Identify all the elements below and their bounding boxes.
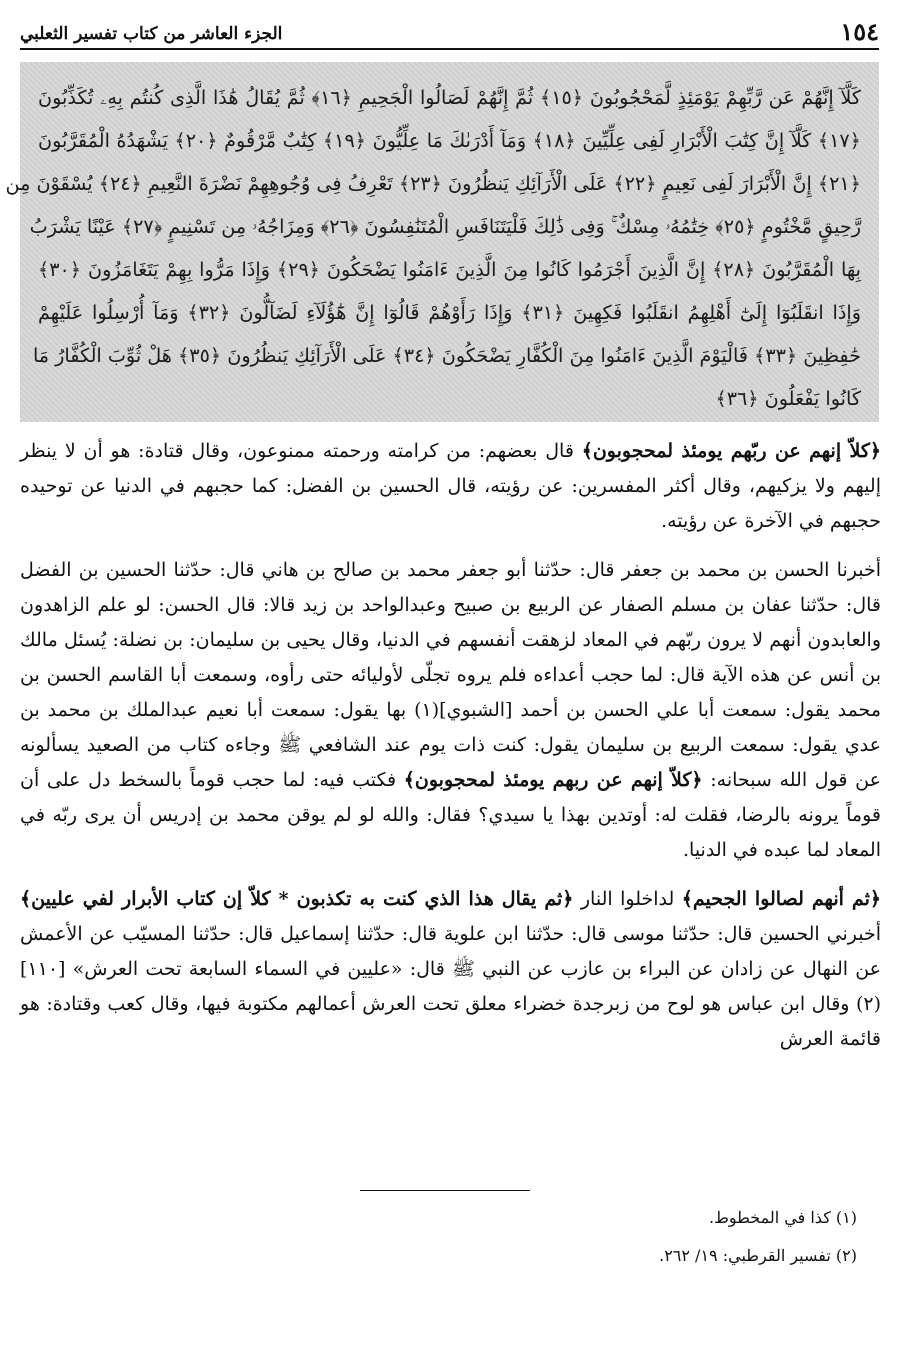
page-header — [20, 14, 879, 50]
quran-line: ﴿٢١﴾ إِنَّ الْأَبْرَارَ لَفِى نَعِيمٍ ﴿٢٢﴾ عَلَى الْأَرَآئِكِ يَنظُرُونَ ﴿٢٣﴾ تَعْرِفُ فِى وُجُوهِهِمْ نَضْرَةَ النَّعِيمِ ﴿٢٤﴾ يُسْقَوْنَ مِن — [5, 172, 861, 195]
paragraph-text: لداخلوا النار — [573, 888, 682, 910]
paragraph-text: قال بعضهم: من كرامته ورحمته ممنوعون، وقال قتادة: هو أن لا ينظر إليهم ولا يزكيهم، وقال أكثر المفسرين: عن رؤيته، قال الحسين بن الفضل: كما حجبهم في الدنيا عن توحيده حجبهم في الآخرة عن رؤيته. — [20, 440, 881, 532]
quoted-verse: ﴿ثم يقال هذا الذي كنت به تكذبون * كلاّ إن كتاب الأبرار لفي عليين﴾ — [20, 888, 574, 910]
paragraph — [20, 434, 881, 539]
running-title: الجزء العاشر من كتاب تفسير الثعلبي — [20, 24, 283, 44]
footnote-1: (١) كذا في المخطوط. — [709, 1208, 857, 1227]
quran-line: رَّحِيقٍ مَّخْتُومٍ ﴿٢٥﴾ خِتَٰمُهُۥ مِسْكٌ ۚ وَفِى ذَٰلِكَ فَلْيَتَنَافَسِ الْمُتَنَٰفِسُونَ ﴿٢٦﴾ وَمِزَاجُهُۥ مِن تَسْنِيمٍ ﴿٢٧﴾ عَيْنًا يَشْرَبُ — [29, 215, 861, 238]
paragraph-text: فكتب فيه: لما حجب قوماً بالسخط دل على أن قوماً يرونه بالرضا، فقلت له: أوتدين بهذا يا سيدي؟ فقال: والله لو لم يوقن محمد بن إدريس أن يرى ربّه في المعاد لما عبده في الدنيا. — [20, 769, 881, 861]
quoted-verse: ﴿ثم أنهم لصالوا الجحيم﴾ — [681, 888, 881, 910]
footnote-2: (٢) تفسير القرطبي: ١٩/ ٢٦٢. — [659, 1246, 857, 1265]
footnote-separator — [360, 1190, 530, 1191]
paragraph-text: أخبرني الحسين قال: حدّثنا موسى قال: حدّثنا ابن علوية قال: حدّثنا إسماعيل قال: حدّثنا المسيّب عن الأعمش عن النهال عن زادان عن البراء بن عازب عن النبي ﷺ قال: «عليين في السماء السابعة تحت العرش» [١١٠](٢) وقال ابن عباس هو لوح من زبرجدة خضراء معلق تحت العرش أعمالهم مكتوبة فيها، وقال كعب وقتادة: هو قائمة العرش — [20, 923, 881, 1050]
quran-line: حَٰفِظِينَ ﴿٣٣﴾ فَالْيَوْمَ الَّذِينَ ءَامَنُوا مِنَ الْكُفَّارِ يَضْحَكُونَ ﴿٣٤﴾ عَلَى الْأَرَآئِكِ يَنظُرُونَ ﴿٣٥﴾ هَلْ ثُوِّبَ الْكُفَّارُ مَا — [32, 344, 861, 367]
page-number: ١٥٤ — [840, 17, 879, 46]
quran-line: ﴿١٧﴾ كَلَّآ إِنَّ كِتَٰبَ الْأَبْرَارِ لَفِى عِلِّيِّينَ ﴿١٨﴾ وَمَآ أَدْرَىٰكَ مَا عِلِّيُّونَ ﴿١٩﴾ كِتَٰبٌ مَّرْقُومٌ ﴿٢٠﴾ يَشْهَدُهُ الْمُقَرَّبُونَ — [38, 129, 861, 152]
paragraph — [20, 882, 881, 1057]
quran-line: كَلَّآ إِنَّهُمْ عَن رَّبِّهِمْ يَوْمَئِذٍ لَّمَحْجُوبُونَ ﴿١٥﴾ ثُمَّ إِنَّهُمْ لَصَالُوا الْجَحِيمِ ﴿١٦﴾ ثُمَّ يُقَالُ هَٰذَا الَّذِى كُنتُم بِهِۦ تُكَذِّبُونَ — [38, 86, 862, 109]
paragraph-text: أخبرنا الحسن بن محمد بن جعفر قال: حدّثنا أبو جعفر محمد بن صالح بن هاني قال: حدّثنا الحسين بن الفضل قال: حدّثنا عفان بن مسلم الصفار عن الربيع بن صبيح وعبدالواحد بن زيد قالا: قال الحسن: لو علم الزاهدون والعابدون أنهم لا يرون ربّهم في المعاد لزهقت أنفسهم في الدنيا، وقال يحيى بن سليمان: بن نضلة: يُسئل مالك بن أنس عن هذه الآية قال: لما حجب أعداءه فلم يروه تجلّى لأوليائه حتى رأوه، وسمعت أبا القاسم الحسن بن محمد يقول: سمعت أبا علي الحسن بن أحمد [الشبوي](١) بها يقول: سمعت أبا نعيم عبدالملك بن محمد بن عدي يقول: سمعت الربيع بن سليمان يقول: كنت ذات يوم عند الشافعي ﷺ وجاءه كتاب من الصعيد يسألونه عن قول الله سبحانه: — [20, 559, 881, 791]
commentary-text — [20, 434, 881, 1071]
quoted-verse: ﴿كلاّ إنهم عن ربّهم يومئذ لمحجوبون﴾ — [581, 440, 881, 462]
quran-verses-box — [5, 62, 879, 422]
quran-line: بِهَا الْمُقَرَّبُونَ ﴿٢٨﴾ إِنَّ الَّذِينَ أَجْرَمُوا كَانُوا مِنَ الَّذِينَ ءَامَنُوا يَضْحَكُونَ ﴿٢٩﴾ وَإِذَا مَرُّوا بِهِمْ يَتَغَامَزُونَ ﴿٣٠﴾ — [38, 258, 861, 281]
paragraph — [20, 553, 881, 868]
quran-line: كَانُوا يَفْعَلُونَ ﴿٣٦﴾ — [715, 387, 861, 410]
quran-line: وَإِذَا انقَلَبُوٓا إِلَىٰٓ أَهْلِهِمُ انقَلَبُوا فَكِهِينَ ﴿٣١﴾ وَإِذَا رَأَوْهُمْ قَالُوٓا إِنَّ هَٰٓؤُلَآءِ لَضَآلُّونَ ﴿٣٢﴾ وَمَآ أُرْسِلُوا عَلَيْهِمْ — [38, 301, 862, 324]
quoted-verse: ﴿كلاّ إنهم عن ربهم يومئذ لمحجوبون﴾ — [403, 769, 703, 791]
